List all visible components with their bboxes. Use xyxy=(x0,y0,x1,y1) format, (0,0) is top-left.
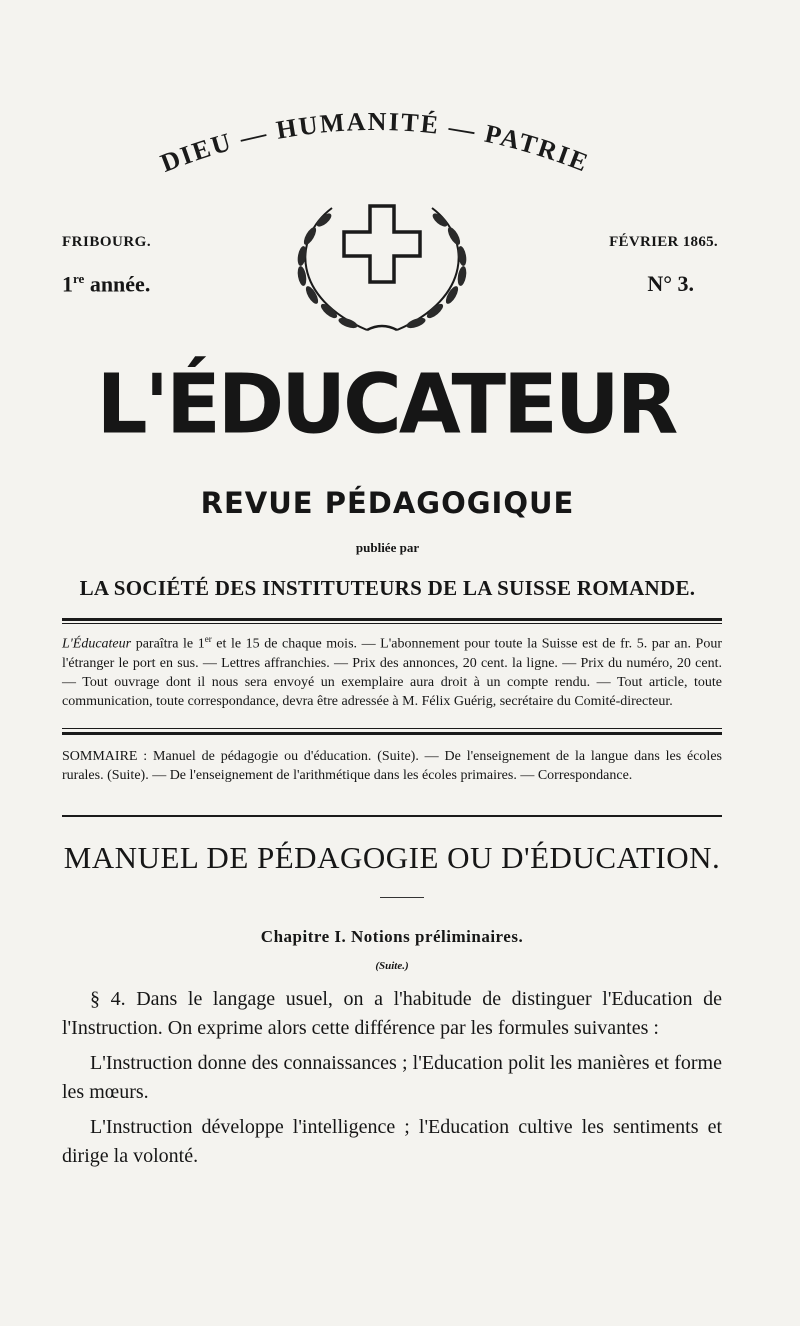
masthead-subtitle: REVUE PÉDAGOGIQUE xyxy=(200,486,575,520)
paragraph: § 4. Dans le langage usuel, on a l'habitude de distinguer l'Education de l'Instruction. On exprime alors cette différence par les formules suivantes : xyxy=(62,988,722,1039)
paragraph: L'Instruction développe l'intelligence ; l'Education cultive les sentiments et dirige la volonté. xyxy=(62,1116,722,1167)
subscription-notice xyxy=(62,630,722,711)
article-body xyxy=(62,985,722,1177)
year-word: année. xyxy=(89,271,151,297)
published-by: publiée par xyxy=(355,540,420,555)
society-name: LA SOCIÉTÉ DES INSTITUTEURS DE LA SUISSE ROMANDE. xyxy=(79,576,696,600)
suite-label: (Suite.) xyxy=(375,960,409,972)
divider xyxy=(62,623,722,624)
year-superscript: re xyxy=(73,271,85,286)
divider xyxy=(62,618,722,621)
notice-superscript: er xyxy=(204,634,212,644)
city-label: FRIBOURG. xyxy=(62,234,152,250)
notice-text-2: et le 15 de chaque mois. — L'abonnement pour toute la Suisse est de fr. 5. par an. Pour l'étranger le port en sus. — Lettres affranchies. — Prix des annonces, 20 cent. la ligne. — Prix du numéro, 20 cent. — Tout ouvrage dont il nous sera envoyé un exemplaire aura droit à un compte rendu. — Tout article, toute communication, toute correspondance, devra être adressée à M. Félix Guérig, secrétaire du Comité-directeur. xyxy=(62,636,722,709)
divider xyxy=(62,815,722,817)
paragraph: L'Instruction donne des connaissances ; l'Education polit les manières et forme les mœurs. xyxy=(62,1052,722,1103)
masthead-title: L'ÉDUCATEUR xyxy=(96,357,676,452)
table-of-contents: SOMMAIRE : Manuel de pédagogie ou d'éducation. (Suite). — De l'enseignement de la langue dans les écoles rurales. (Suite). — De l'enseignement de l'arithmétique dans les écoles primaires. — Correspondance. xyxy=(62,749,722,783)
year-label xyxy=(62,271,150,297)
issue-date: FÉVRIER 1865. xyxy=(609,234,718,250)
journal-name: L'Éducateur xyxy=(62,636,132,652)
issue-number: N° 3. xyxy=(647,271,694,296)
article-title: MANUEL DE PÉDAGOGIE OU D'ÉDUCATION. xyxy=(63,840,721,875)
motto-text: DIEU — HUMANITÉ — PATRIE xyxy=(156,106,594,178)
divider xyxy=(62,732,722,735)
notice-text-1: paraîtra le 1 xyxy=(131,636,205,652)
year-number: 1 xyxy=(62,271,73,297)
swiss-cross-laurel-icon xyxy=(272,198,492,343)
motto-arc xyxy=(120,95,640,205)
divider xyxy=(380,897,424,898)
divider xyxy=(62,728,722,729)
svg-text:DIEU — HUMANITÉ — PATRIE xyxy=(157,107,594,178)
chapter-heading: Chapitre I. Notions préliminaires. xyxy=(260,927,524,946)
